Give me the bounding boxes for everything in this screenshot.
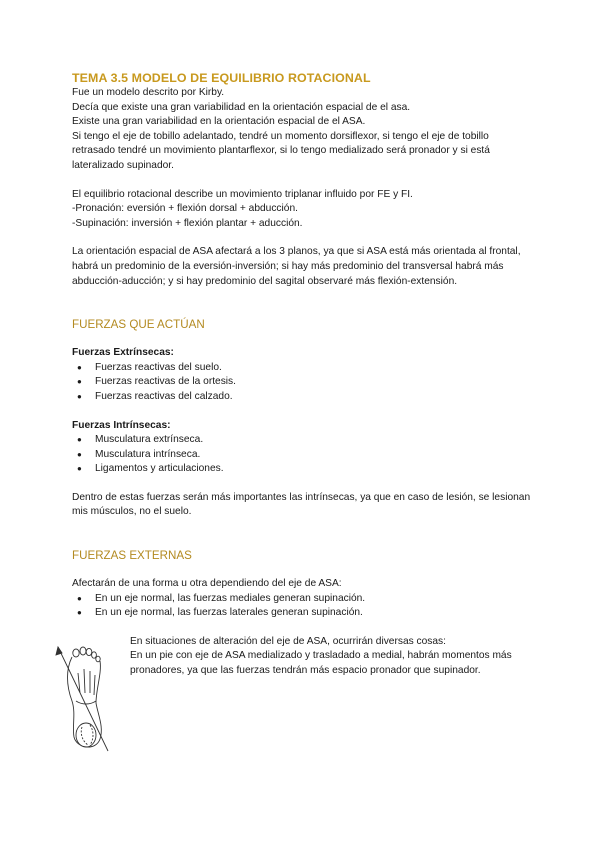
intro-line-1: Fue un modelo descrito por Kirby. xyxy=(72,87,225,98)
list-item: ● Musculatura intrínseca. xyxy=(72,448,532,463)
list-item: ● En un eje normal, las fuerzas mediales generan supinación. xyxy=(72,592,532,607)
list-item: ● Fuerzas reactivas del suelo. xyxy=(72,361,532,376)
intro-line-3: Existe una gran variabilidad en la orientación espacial de el ASA. xyxy=(72,116,366,128)
list-item: ● En un eje normal, las fuerzas laterales generan supinación. xyxy=(72,606,532,621)
intrinsic-heading: Fuerzas Intrínsecas: xyxy=(72,419,171,431)
orientation-paragraph: La orientación espacial de ASA afectará a los 3 planos, ya que si ASA está más orientada al frontal, habrá un predominio de la eversión-inversión; si hay más predominio del transversal habrá más abducción-aducción; y si hay predominio del sagital observaré más flexión-extensión. xyxy=(72,246,521,287)
page-title: TEMA 3.5 MODELO DE EQUILIBRIO ROTACIONAL xyxy=(72,71,371,85)
list-item: ● Musculatura extrínseca. xyxy=(72,433,532,448)
section-heading-forces: FUERZAS QUE ACTÚAN xyxy=(72,318,205,332)
intro-line-2: Decía que existe una gran variabilidad en la orientación espacial de el asa. xyxy=(72,101,411,113)
forces-conclusion: Dentro de estas fuerzas serán más importantes las intrínsecas, ya que en caso de lesión, se lesionan mis músculos, no el suelo. xyxy=(72,491,531,518)
intrinsic-list xyxy=(72,433,532,477)
section-heading-external: FUERZAS EXTERNAS xyxy=(72,549,192,563)
list-item: ● Fuerzas reactivas de la ortesis. xyxy=(72,375,532,390)
document-page xyxy=(72,70,532,679)
list-item: ● Ligamentos y articulaciones. xyxy=(72,462,532,477)
figure-row xyxy=(72,635,532,679)
equilibrium-line-1: El equilibrio rotacional describe un movimiento triplanar influido por FE y FI. xyxy=(72,188,413,200)
supination-line: -Supinación: inversión + flexión plantar + aducción. xyxy=(72,217,303,229)
list-item: ● Fuerzas reactivas del calzado. xyxy=(72,390,532,405)
external-lead: Afectarán de una forma u otra dependiendo del eje de ASA: xyxy=(72,578,342,590)
figure-text-1: En situaciones de alteración del eje de ASA, ocurrirán diversas cosas: xyxy=(130,635,446,647)
foot-axis-illustration xyxy=(52,643,120,753)
extrinsic-heading: Fuerzas Extrínsecas: xyxy=(72,347,174,359)
extrinsic-list xyxy=(72,361,532,405)
intro-line-4: Si tengo el eje de tobillo adelantado, tendré un momento dorsiflexor, si tengo el eje de tobillo retrasado tendré un movimiento plantarflexor, si lo tengo medializado será pronador y si está lateralizado supinador. xyxy=(72,130,490,171)
external-list xyxy=(72,592,532,621)
figure-text-2: En un pie con eje de ASA medializado y trasladado a medial, habrán momentos más pronadores, ya que las fuerzas tendrán más espacio pronador que supinador. xyxy=(130,650,512,677)
pronation-line: -Pronación: eversión + flexión dorsal + abducción. xyxy=(72,203,298,215)
